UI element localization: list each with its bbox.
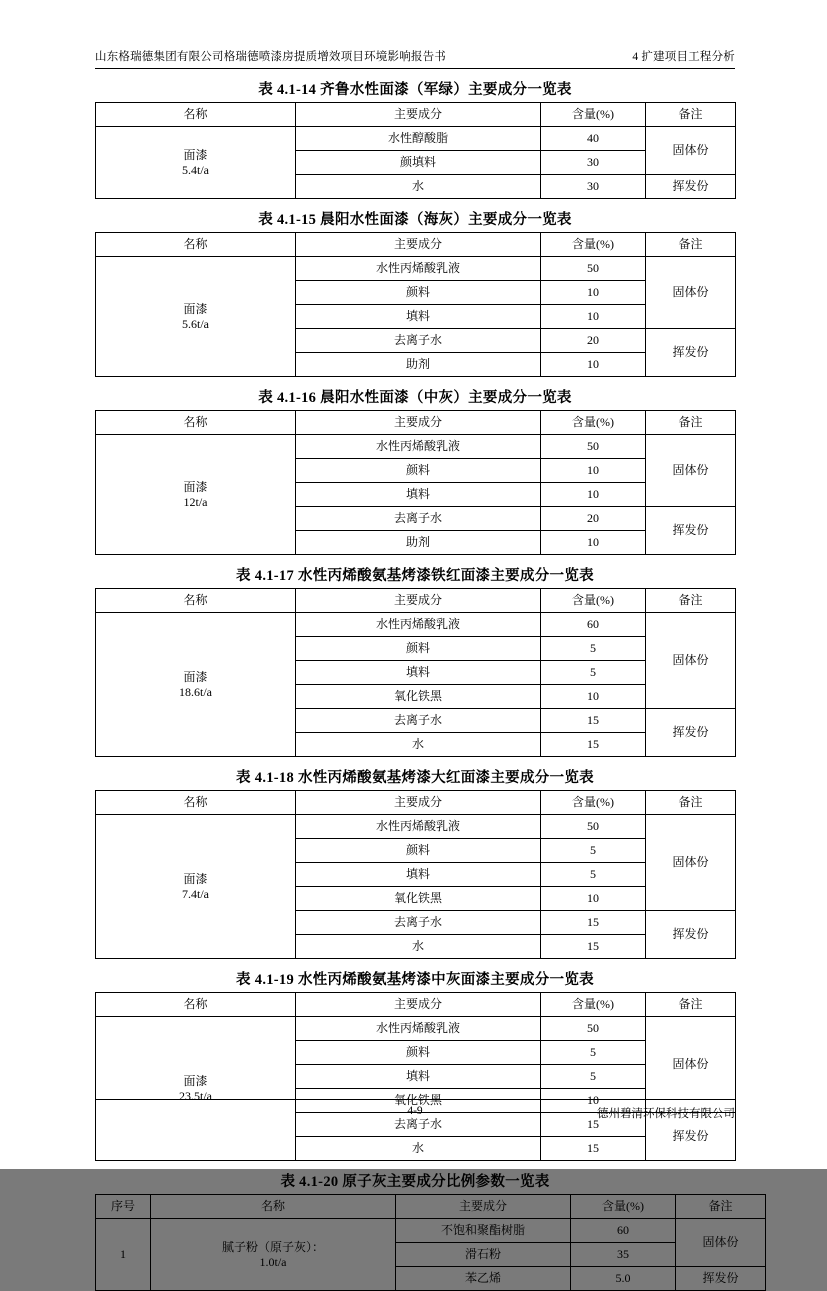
col-header-name: 名称	[96, 589, 296, 613]
note-cell: 挥发份	[646, 175, 736, 199]
row-number: 1	[96, 1219, 151, 1291]
component-name: 水性丙烯酸乳液	[296, 1017, 541, 1041]
component-name: 去离子水	[296, 329, 541, 353]
component-pct: 60	[541, 613, 646, 637]
note-cell: 固体份	[646, 1017, 736, 1113]
table-4-1-17	[95, 588, 736, 757]
table-row	[96, 435, 736, 459]
component-pct: 20	[541, 507, 646, 531]
component-pct: 5	[541, 637, 646, 661]
component-name: 氧化铁黑	[296, 887, 541, 911]
component-name: 颜填料	[296, 151, 541, 175]
component-pct: 10	[541, 305, 646, 329]
col-header-main: 主要成分	[396, 1195, 571, 1219]
table-header-row	[96, 791, 736, 815]
material-qty: 5.4t/a	[182, 162, 209, 177]
note-cell: 挥发份	[676, 1267, 766, 1291]
col-header-pct: 含量(%)	[541, 791, 646, 815]
table-4-1-20	[95, 1194, 766, 1291]
component-name: 苯乙烯	[396, 1267, 571, 1291]
note-cell: 固体份	[646, 815, 736, 911]
col-header-name: 名称	[96, 411, 296, 435]
component-name: 助剂	[296, 531, 541, 555]
material-label: 面漆	[183, 1073, 208, 1088]
component-name: 颜料	[296, 459, 541, 483]
component-pct: 15	[541, 1113, 646, 1137]
col-header-main: 主要成分	[296, 589, 541, 613]
material-name-cell	[151, 1219, 396, 1291]
material-name-cell	[96, 435, 296, 555]
note-cell: 固体份	[646, 257, 736, 329]
component-name: 水	[296, 935, 541, 959]
component-name: 水性醇酸脂	[296, 127, 541, 151]
component-pct: 15	[541, 733, 646, 757]
header-right-text: 4 扩建项目工程分析	[632, 51, 735, 63]
table-title: 表 4.1-16 晨阳水性面漆（中灰）主要成分一览表	[258, 390, 572, 406]
component-name: 颜料	[296, 281, 541, 305]
table-row	[96, 257, 736, 281]
component-pct: 35	[571, 1243, 676, 1267]
col-header-main: 主要成分	[296, 233, 541, 257]
table-row	[96, 1219, 766, 1243]
component-name: 颜料	[296, 1041, 541, 1065]
table-row	[96, 613, 736, 637]
note-cell: 固体份	[646, 435, 736, 507]
col-header-pct: 含量(%)	[571, 1195, 676, 1219]
table-title: 表 4.1-15 晨阳水性面漆（海灰）主要成分一览表	[258, 212, 572, 228]
footer-company: 德州碧清环保科技有限公司	[597, 1108, 735, 1120]
component-pct: 50	[541, 815, 646, 839]
component-pct: 50	[541, 435, 646, 459]
component-name: 颜料	[296, 839, 541, 863]
material-qty: 18.6t/a	[179, 684, 212, 699]
note-cell: 固体份	[676, 1219, 766, 1267]
material-label: 面漆	[183, 871, 208, 886]
col-header-note: 备注	[646, 411, 736, 435]
component-pct: 10	[541, 685, 646, 709]
col-header-note: 备注	[676, 1195, 766, 1219]
col-header-pct: 含量(%)	[541, 103, 646, 127]
component-name: 助剂	[296, 353, 541, 377]
table-title: 表 4.1-14 齐鲁水性面漆（军绿）主要成分一览表	[258, 82, 572, 98]
col-header-name: 名称	[96, 233, 296, 257]
component-name: 滑石粉	[396, 1243, 571, 1267]
material-name-cell	[96, 1017, 296, 1161]
material-label: 面漆	[183, 147, 208, 162]
component-pct: 15	[541, 709, 646, 733]
col-header-name: 名称	[151, 1195, 396, 1219]
component-pct: 5.0	[571, 1267, 676, 1291]
col-header-pct: 含量(%)	[541, 993, 646, 1017]
col-header-note: 备注	[646, 791, 736, 815]
component-pct: 5	[541, 661, 646, 685]
table-4-1-16	[95, 410, 736, 555]
component-pct: 10	[541, 281, 646, 305]
component-pct: 15	[541, 911, 646, 935]
component-name: 水性丙烯酸乳液	[296, 613, 541, 637]
page-header	[95, 48, 735, 69]
table-header-row	[96, 589, 736, 613]
col-header-main: 主要成分	[296, 103, 541, 127]
component-name: 氧化铁黑	[296, 685, 541, 709]
component-pct: 50	[541, 257, 646, 281]
component-name: 去离子水	[296, 709, 541, 733]
component-name: 水	[296, 733, 541, 757]
component-pct: 30	[541, 175, 646, 199]
col-header-note: 备注	[646, 233, 736, 257]
component-pct: 5	[541, 1041, 646, 1065]
table-title: 表 4.1-17 水性丙烯酸氨基烤漆铁红面漆主要成分一览表	[236, 568, 594, 584]
component-pct: 5	[541, 863, 646, 887]
table-row	[96, 815, 736, 839]
table-title: 表 4.1-18 水性丙烯酸氨基烤漆大红面漆主要成分一览表	[236, 770, 594, 786]
table-row	[96, 1017, 736, 1041]
header-left-text: 山东格瑞德集团有限公司格瑞德喷漆房提质增效项目环境影响报告书	[95, 51, 446, 63]
note-cell: 固体份	[646, 127, 736, 175]
component-name: 水性丙烯酸乳液	[296, 815, 541, 839]
table-header-row	[96, 1195, 766, 1219]
col-header-pct: 含量(%)	[541, 411, 646, 435]
component-name: 填料	[296, 305, 541, 329]
component-name: 去离子水	[296, 1113, 541, 1137]
col-header-pct: 含量(%)	[541, 589, 646, 613]
component-pct: 10	[541, 887, 646, 911]
material-qty: 12t/a	[183, 494, 208, 509]
table-header-row	[96, 993, 736, 1017]
material-qty: 1.0t/a	[259, 1254, 287, 1269]
note-cell: 固体份	[646, 613, 736, 709]
component-pct: 5	[541, 1065, 646, 1089]
table-4-1-14	[95, 102, 736, 199]
note-cell: 挥发份	[646, 507, 736, 555]
material-name-cell	[96, 127, 296, 199]
table-row	[96, 127, 736, 151]
component-name: 填料	[296, 483, 541, 507]
material-qty: 7.4t/a	[182, 886, 209, 901]
table-title: 表 4.1-19 水性丙烯酸氨基烤漆中灰面漆主要成分一览表	[236, 972, 594, 988]
table-header-row	[96, 103, 736, 127]
component-pct: 10	[541, 353, 646, 377]
component-pct: 10	[541, 1089, 646, 1113]
component-pct: 15	[541, 935, 646, 959]
material-label: 面漆	[183, 301, 208, 316]
component-pct: 10	[541, 483, 646, 507]
table-4-1-15	[95, 232, 736, 377]
component-name: 氧化铁黑	[296, 1089, 541, 1113]
col-header-name: 名称	[96, 993, 296, 1017]
component-pct: 60	[571, 1219, 676, 1243]
component-pct: 10	[541, 459, 646, 483]
component-name: 水性丙烯酸乳液	[296, 435, 541, 459]
table-4-1-18	[95, 790, 736, 959]
col-header-pct: 含量(%)	[541, 233, 646, 257]
component-name: 颜料	[296, 637, 541, 661]
component-pct: 30	[541, 151, 646, 175]
note-cell: 挥发份	[646, 911, 736, 959]
page-number: 4-9	[407, 1105, 423, 1117]
col-header-name: 名称	[96, 791, 296, 815]
col-header-no: 序号	[96, 1195, 151, 1219]
component-pct: 40	[541, 127, 646, 151]
component-pct: 50	[541, 1017, 646, 1041]
page-footer	[95, 1099, 735, 1121]
col-header-name: 名称	[96, 103, 296, 127]
material-name-cell	[96, 257, 296, 377]
table-header-row	[96, 411, 736, 435]
col-header-main: 主要成分	[296, 791, 541, 815]
component-name: 水性丙烯酸乳液	[296, 257, 541, 281]
component-name: 去离子水	[296, 507, 541, 531]
table-header-row	[96, 233, 736, 257]
material-qty: 5.6t/a	[182, 316, 209, 331]
component-name: 去离子水	[296, 911, 541, 935]
component-name: 水	[296, 175, 541, 199]
component-name: 填料	[296, 661, 541, 685]
material-label: 面漆	[183, 669, 208, 684]
table-4-1-19	[95, 992, 736, 1161]
material-label: 面漆	[183, 479, 208, 494]
note-cell: 挥发份	[646, 329, 736, 377]
component-name: 填料	[296, 1065, 541, 1089]
table-title: 表 4.1-20 原子灰主要成分比例参数一览表	[280, 1174, 550, 1190]
component-name: 填料	[296, 863, 541, 887]
col-header-note: 备注	[646, 103, 736, 127]
component-pct: 15	[541, 1137, 646, 1161]
material-qty: 23.5t/a	[179, 1088, 212, 1103]
col-header-main: 主要成分	[296, 993, 541, 1017]
component-pct: 5	[541, 839, 646, 863]
component-name: 不饱和聚酯树脂	[396, 1219, 571, 1243]
col-header-main: 主要成分	[296, 411, 541, 435]
col-header-note: 备注	[646, 993, 736, 1017]
component-name: 水	[296, 1137, 541, 1161]
material-label: 腻子粉（原子灰）：	[221, 1239, 324, 1254]
note-cell: 挥发份	[646, 1113, 736, 1161]
component-pct: 20	[541, 329, 646, 353]
material-name-cell	[96, 613, 296, 757]
col-header-note: 备注	[646, 589, 736, 613]
material-name-cell	[96, 815, 296, 959]
component-pct: 10	[541, 531, 646, 555]
note-cell: 挥发份	[646, 709, 736, 757]
